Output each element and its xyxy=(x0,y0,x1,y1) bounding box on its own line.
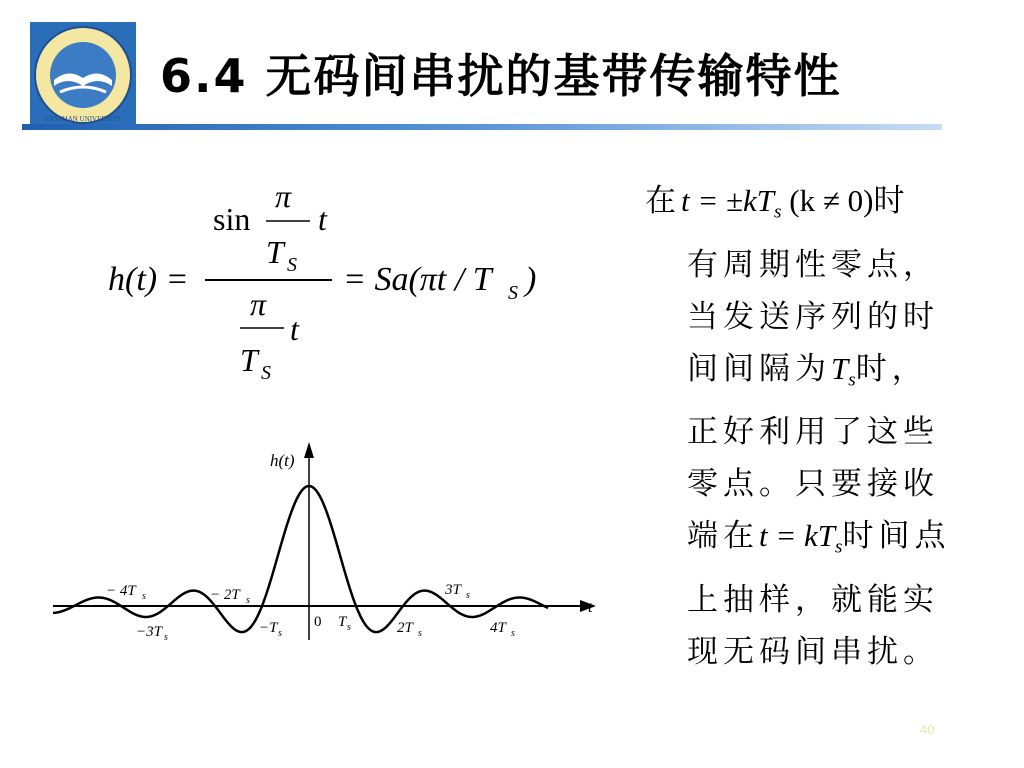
svg-text:0: 0 xyxy=(314,614,322,630)
svg-text:s: s xyxy=(278,628,282,639)
formula-rhs-sub: S xyxy=(508,282,518,304)
svg-text:s: s xyxy=(511,628,515,639)
x-axis-label: t xyxy=(588,599,593,616)
tick-label-zero xyxy=(314,614,322,630)
tick-label-3Ts xyxy=(444,582,470,601)
formula-pi-top: π xyxy=(275,178,292,214)
tick-label-2Ts xyxy=(397,620,422,639)
formula-Ts-bottom-sub: S xyxy=(261,362,271,384)
slide-title: 6.4 无码间串扰的基带传输特性 xyxy=(160,49,842,103)
formula-lhs: h(t) = xyxy=(108,261,189,298)
impulse-response-formula xyxy=(100,175,570,390)
svg-text:−3T: −3T xyxy=(136,624,162,640)
svg-text:s: s xyxy=(142,591,146,602)
svg-text:4T: 4T xyxy=(490,620,506,636)
tick-label-4Ts xyxy=(490,620,515,639)
y-axis-arrow-icon xyxy=(304,442,314,458)
formula-sin: sin xyxy=(213,201,251,237)
svg-text:− 4T: − 4T xyxy=(106,583,136,599)
tick-label-minus-4Ts xyxy=(106,583,146,602)
svg-text:s: s xyxy=(164,632,168,643)
text-line-8: 上抽样，就能实 xyxy=(687,582,939,619)
svg-text:2T: 2T xyxy=(397,620,413,636)
logo-text: YANSHAN UNIVERSITY xyxy=(44,115,122,123)
text-line-3: 当发送序列的时 xyxy=(687,298,939,335)
formula-Ts-top-sub: S xyxy=(287,254,297,276)
svg-text:s: s xyxy=(246,595,250,606)
y-axis-label: h(t) xyxy=(270,451,295,470)
formula-rhs-close: ) xyxy=(525,261,537,298)
page-number: 40 xyxy=(920,722,935,737)
formula-rhs: = Sa(πt / T xyxy=(343,261,492,298)
sinc-response-plot xyxy=(48,440,608,650)
formula-pi-bottom: π xyxy=(250,286,267,322)
svg-text:s: s xyxy=(347,622,351,633)
tick-label-Ts xyxy=(338,614,351,633)
formula-t-top: t xyxy=(318,201,327,237)
svg-text:T: T xyxy=(338,614,347,630)
svg-text:3T: 3T xyxy=(445,582,461,598)
formula-Ts-top: T xyxy=(266,234,284,270)
svg-text:−T: −T xyxy=(259,620,278,636)
text-line-4: 间间隔为$T_s$时， xyxy=(687,350,928,391)
svg-text:− 2T: − 2T xyxy=(210,587,240,603)
text-line-2: 有周期性零点， xyxy=(687,246,939,283)
svg-text:s: s xyxy=(418,628,422,639)
tick-label-minus-2Ts xyxy=(210,587,250,606)
text-line-5: 正好利用了这些 xyxy=(687,414,939,451)
tick-label-minus-3Ts xyxy=(136,624,168,643)
formula-Ts-bottom: T xyxy=(240,342,258,378)
text-line-1: 在$t = \pm kT_s$ (k ≠ 0)时 xyxy=(645,183,910,223)
text-line-7: 端在$t = kT_s$时间点 xyxy=(687,518,951,559)
formula-t-bottom: t xyxy=(290,311,299,347)
university-logo xyxy=(30,22,136,128)
explanation-text xyxy=(645,175,995,678)
sinc-curve xyxy=(53,486,548,632)
title-divider xyxy=(22,124,942,130)
text-line-6: 零点。只要接收 xyxy=(687,466,939,503)
svg-text:s: s xyxy=(466,590,470,601)
text-line-9: 现无码间串扰。 xyxy=(687,634,939,671)
tick-label-minus-Ts xyxy=(259,620,282,639)
